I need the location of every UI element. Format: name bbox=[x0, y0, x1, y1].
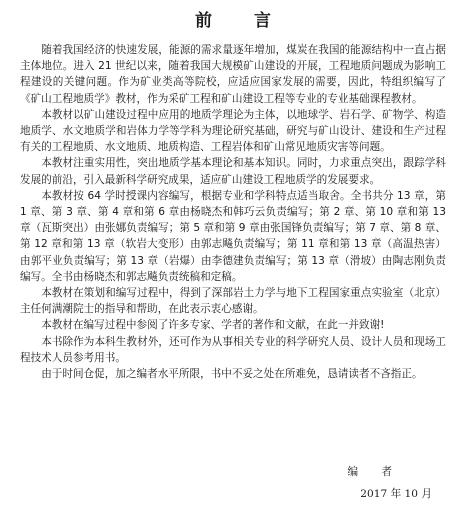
paragraph: 本书除作为本科生教材外，还可作为从事相关专业的科学研究人员、设计人员和现场工程技术人员参考用书。 bbox=[20, 335, 446, 364]
page-title: 前 言 bbox=[195, 11, 289, 31]
paragraph: 本教材按 64 学时授课内容编写，根据专业和学科特点适当取舍。全书共分 13 章，第 1 章、第 3 章、第 4 章和第 6 章由杨晓杰和韩巧云负责编写；第 2 章、第 10 章和第 13 章（瓦斯突出）由张娜负责编写；第 5 章和第 9 章由张国锋负责编写；第 7 章、第 8 章、第 12 章和第 13 章（软岩大变形）由郭志飚负责编写；第 11 章和第 13 章（高温热害）由郭平业负责编写；第 13 章（岩爆）由李德建负责编写；第 13 章（滑坡）由陶志刚负责编写。全书由杨晓杰和郭志飚负责统稿和定稿。 bbox=[20, 189, 446, 283]
preface-body bbox=[20, 42, 446, 382]
paragraph: 本教材在编写过程中参阅了许多专家、学者的著作和文献，在此一并致谢! bbox=[41, 319, 385, 332]
paragraph: 本教材注重实用性，突出地质学基本理论和基本知识。同时，力求重点突出，跟踪学科发展的前沿，引入最新科学研究成果，适应矿山建设工程地质学的发展要求。 bbox=[20, 157, 446, 186]
paragraph: 由于时间仓促，加之编者水平所限，书中不妥之处在所难免，恳请读者不吝指正。 bbox=[41, 368, 423, 381]
paragraph: 随着我国经济的快速发展，能源的需求量逐年增加，煤炭在我国的能源结构中一直占据主体地位。进入 21 世纪以来，随着我国大规模矿山建设的开展，工程地质问题成为影响工程建设的关键问题。作为矿业类高等院校，应适应国家发展的需要，因此，特组织编写了《矿山工程地质学》教材，作为采矿工程和矿山建设工程等专业的专业基础课程教材。 bbox=[20, 44, 446, 105]
paragraph: 本教材在策划和编写过程中，得到了深部岩土力学与地下工程国家重点实验室（北京）主任何满潮院士的指导和帮助，在此表示衷心感谢。 bbox=[20, 287, 446, 316]
paragraph: 本教材以矿山建设过程中应用的地质学理论为主体，以地球学、岩石学、矿物学、构造地质学、水文地质学和岩体力学等学科为理论研究基础，研究与矿山设计、建设和生产过程有关的工程地质、水文地质、地质构造、工程岩体和矿山常见地质灾害等问题。 bbox=[20, 108, 446, 154]
author-signature: 编 者 bbox=[347, 466, 402, 478]
date-line: 2017 年 10 月 bbox=[360, 488, 432, 500]
